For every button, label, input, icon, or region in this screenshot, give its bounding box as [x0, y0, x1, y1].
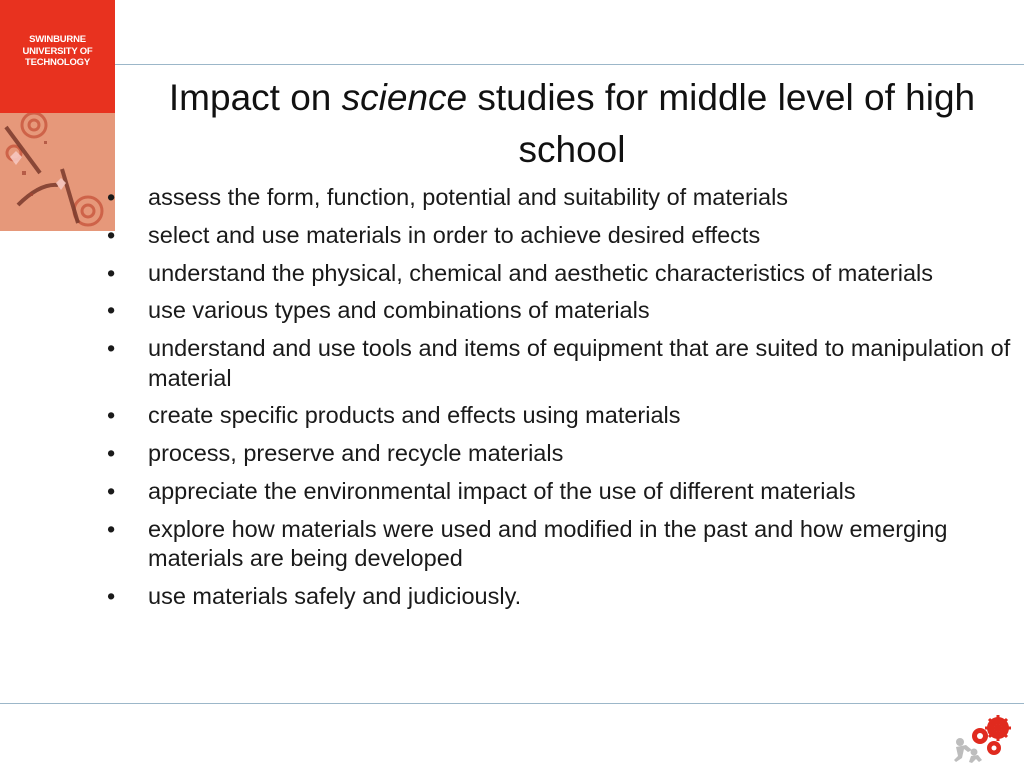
bullet-item: • process, preserve and recycle materials	[105, 439, 1017, 469]
bullet-item: • understand the physical, chemical and aesthetic characteristics of materials	[105, 259, 1017, 289]
title-emphasis: science	[341, 77, 468, 118]
footer-divider	[0, 703, 1024, 704]
bullet-item: • explore how materials were used and modified in the past and how emerging materials are being developed	[105, 515, 1017, 574]
people-pushing-gears-icon	[946, 714, 1014, 764]
bullet-item: • assess the form, function, potential and suitability of materials	[105, 183, 1017, 213]
bullet-item: • use materials safely and judiciously.	[105, 582, 1017, 612]
bullet-list	[105, 183, 1017, 620]
bullet-item: • appreciate the environmental impact of the use of different materials	[105, 477, 1017, 507]
bullet-item: • understand and use tools and items of equipment that are suited to manipulation of material	[105, 334, 1017, 393]
university-logo	[0, 0, 115, 113]
bullet-item: • create specific products and effects using materials	[105, 401, 1017, 431]
gears-illustration-icon	[0, 113, 115, 231]
logo-line-2: UNIVERSITY OF	[22, 45, 93, 57]
slide-title	[140, 72, 1004, 176]
logo-line-3: TECHNOLOGY	[24, 57, 90, 69]
logo-text	[22, 34, 92, 69]
logo-line-1: SWINBURNE	[29, 34, 86, 46]
bullet-item: • use various types and combinations of materials	[105, 296, 1017, 326]
title-prefix: Impact on	[168, 77, 342, 118]
header-divider	[115, 64, 1024, 65]
title-suffix: studies for middle level of high school	[467, 77, 976, 170]
bullet-item: • select and use materials in order to achieve desired effects	[105, 221, 1017, 251]
